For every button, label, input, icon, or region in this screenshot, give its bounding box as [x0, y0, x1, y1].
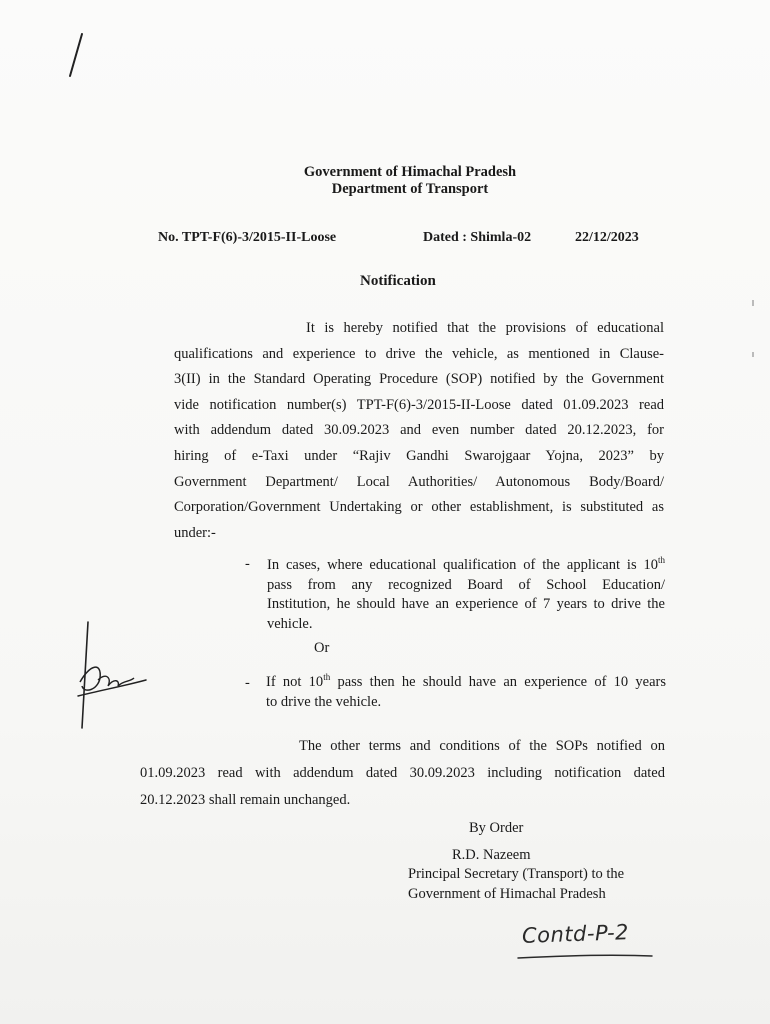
signatory-designation: Principal Secretary (Transport) to the: [408, 866, 625, 882]
closing-line: 01.09.2023 read with addendum dated 30.09.2023 including notification dated: [140, 765, 665, 781]
condition-first-line: Institution, he should have an experience of 7 years to drive the: [267, 596, 665, 612]
condition-first-line: [267, 556, 665, 576]
bullet-dash: -: [245, 675, 250, 691]
condition-second-text: pass then he should have an experience of 10 years: [330, 674, 666, 690]
body-line: 3(II) in the Standard Operating Procedure (SOP) notified by the Government: [174, 371, 664, 388]
closing-line: 20.12.2023 shall remain unchanged.: [140, 792, 351, 808]
condition-second-text: If not 10: [266, 674, 324, 690]
body-line: Corporation/Government Undertaking or other establishment, is substituted as: [174, 499, 664, 516]
notification-body: [174, 316, 664, 546]
body-line: Government Department/ Local Authorities/ Autonomous Body/Board/: [174, 473, 664, 490]
signatory-name: R.D. Nazeem: [452, 847, 531, 863]
superscript-th: th: [323, 672, 331, 683]
condition-first-line: vehicle.: [267, 615, 313, 632]
dated-place: Dated : Shimla-02: [423, 230, 532, 245]
body-line: It is hereby notified that the provisions of educational: [306, 320, 664, 336]
handwritten-initials-signature: [62, 620, 152, 730]
bullet-dash: -: [245, 556, 250, 572]
body-line: qualifications and experience to drive the vehicle, as mentioned in Clause-: [174, 345, 664, 362]
handwritten-slash-mark: [60, 30, 100, 90]
condition-second-line: to drive the vehicle.: [266, 693, 382, 710]
scan-speck: [752, 300, 754, 306]
contd-handwritten-note: Contd-P-2: [521, 920, 630, 948]
closing-line: The other terms and conditions of the SOPs notified on: [299, 738, 665, 754]
body-line: with addendum dated 30.09.2023 and even number dated 20.12.2023, for: [174, 422, 664, 439]
by-order: By Order: [469, 820, 524, 836]
government-heading: Government of Himachal Pradesh: [303, 164, 517, 180]
or-separator: Or: [314, 640, 330, 656]
superscript-th: th: [657, 555, 665, 566]
condition-first: [267, 556, 665, 634]
condition-second: [266, 673, 666, 712]
condition-second-line: [266, 673, 666, 693]
notification-title: Notification: [360, 273, 436, 289]
signatory-government: Government of Himachal Pradesh: [408, 886, 606, 902]
reference-number: No. TPT-F(6)-3/2015-II-Loose: [158, 230, 337, 245]
condition-first-line: pass from any recognized Board of School Education/: [267, 576, 665, 593]
body-line: under:-: [174, 524, 216, 541]
condition-first-text: In cases, where educational qualification of the applicant is 10: [267, 557, 658, 573]
closing-paragraph: [140, 733, 665, 814]
department-heading: Department of Transport: [331, 181, 489, 197]
contd-underline: [516, 954, 656, 964]
body-line: hiring of e-Taxi under “Rajiv Gandhi Swarojgaar Yojna, 2023” by: [174, 447, 664, 464]
body-line: vide notification number(s) TPT-F(6)-3/2015-II-Loose dated 01.09.2023 read: [174, 396, 664, 413]
dated-date: 22/12/2023: [575, 230, 639, 245]
scan-speck: [752, 352, 754, 357]
